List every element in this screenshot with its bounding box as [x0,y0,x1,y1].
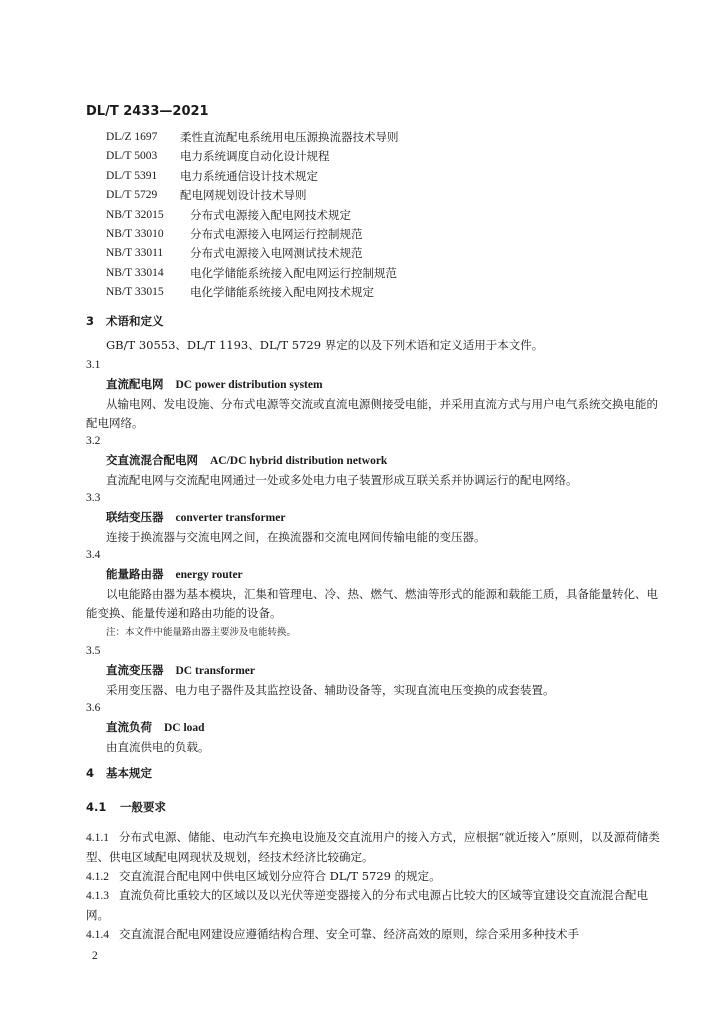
reference-title: 柔性直流配电系统用电压源换流器技术导则 [180,130,399,144]
reference-item [106,206,399,225]
reference-code: NB/T 32015 [106,208,164,221]
term-en: DC transformer [175,665,256,677]
term-cn: 联结变压器 [106,510,164,524]
reference-title: 分布式电源接入电网运行控制规范 [190,227,363,242]
subsection-heading: 4.1 一般要求 [86,800,166,814]
term-3-6 [86,699,664,757]
term-3-3 [86,489,664,547]
reference-item [106,283,399,302]
section-4 [86,764,664,783]
term-3-5 [86,642,664,700]
clause-4-1-4 [86,925,664,945]
reference-code: NB/T 33010 [106,228,164,241]
clause-text: 直流负荷比重较大的区域以及以光伏等逆变器接入的分布式电源占比较大的区域等宜建设交直流混合配电网。 [86,888,648,922]
term-cn: 能量路由器 [106,567,164,581]
term-number: 3.6 [86,702,101,714]
term-title [86,375,664,395]
term-definition: 由直流供电的负载。 [106,740,210,754]
reference-item [106,186,399,205]
section-heading: 4 基本规定 [86,766,152,780]
reference-item [106,244,399,263]
reference-code: NB/T 33014 [106,266,164,279]
reference-title: 电力系统通信设计技术规定 [180,168,318,183]
clause-number: 4.1.1 [86,832,109,844]
clause-4-1-2 [86,867,664,887]
term-3-4 [86,546,664,642]
term-number: 3.3 [86,492,101,504]
term-definition: 直流配电网与交流配电网通过一处或多处电力电子装置形成互联关系并协调运行的配电网络。 [106,473,578,487]
clause-text: 分布式电源、储能、电动汽车充换电设施及交直流用户的接入方式，应根据“就近接入”原则，以及源荷储类型、供电区域配电网现状及规划，经技术经济比较确定。 [86,830,660,864]
term-title [86,451,664,471]
section-heading: 3 术语和定义 [86,314,164,328]
term-title [86,565,664,585]
term-definition: 从输电网、发电设施、分布式电源等交流或直流电源侧接受电能，并采用直流方式与用户电气系统交换电能的配电网络。 [86,397,658,430]
reference-item [106,147,399,166]
page-number: 2 [92,950,98,962]
term-definition: 采用变压器、电力电子器件及其监控设备、辅助设备等，实现直流电压变换的成套装置。 [106,683,555,697]
subsection-4-1 [86,798,664,817]
reference-title: 配电网规划设计技术导则 [180,188,307,203]
term-definition: 连接于换流器与交流电网之间，在换流器和交流电网间传输电能的变压器。 [106,530,486,544]
clause-number: 4.1.4 [86,929,109,941]
clause-4-1-3 [86,886,664,925]
term-definition: 以电能路由器为基本模块，汇集和管理电、冷、热、燃气、燃油等形式的能源和载能工质，具备能量转化、电能变换、能量传递和路由功能的设备。 [86,587,658,620]
reference-title: 电化学储能系统接入配电网运行控制规范 [190,265,397,280]
reference-code: DL/T 5729 [106,189,158,202]
reference-item [106,225,399,244]
reference-item [106,167,399,186]
reference-item [106,264,399,283]
clause-text: 交直流混合配电网建设应遵循结构合理、安全可靠、经济高效的原则，综合采用多种技术手 [119,927,579,941]
reference-title: 分布式电源接入电网测试技术规范 [190,246,363,261]
section-3 [86,312,664,331]
reference-code: DL/Z 1697 [106,131,158,143]
term-number: 3.5 [86,645,101,657]
term-en: DC load [164,722,205,734]
clause-number: 4.1.2 [86,871,109,883]
term-3-2 [86,432,664,490]
clause-paragraph [86,828,664,867]
term-en: converter transformer [175,512,286,524]
clause-paragraph [86,925,664,945]
clause-4-1-1 [86,828,664,867]
term-number: 3.2 [86,435,101,447]
term-cn: 直流负荷 [106,720,152,734]
intro-paragraph: GB/T 30553、DL/T 1193、DL/T 5729 界定的以及下列术语和定义适用于本文件。 [106,338,544,352]
clause-text: 交直流混合配电网中供电区域划分应符合 DL/T 5729 的规定。 [119,869,441,883]
term-en: DC power distribution system [175,379,323,391]
term-title [86,508,664,528]
term-3-1 [86,356,664,433]
reference-code: DL/T 5391 [106,169,158,182]
term-title [86,718,664,738]
term-cn: 直流配电网 [106,377,164,391]
term-number: 3.1 [86,359,101,371]
term-cn: 交直流混合配电网 [106,453,198,467]
term-number: 3.4 [86,549,101,561]
section-3-intro [86,336,664,355]
term-note: 注：本文件中能量路由器主要涉及电能转换。 [106,627,297,638]
reference-title: 电化学储能系统接入配电网技术规定 [190,285,374,300]
clause-number: 4.1.3 [86,890,109,902]
reference-item [106,128,399,147]
reference-code: DL/T 5003 [106,150,158,163]
reference-title: 电力系统调度自动化设计规程 [180,149,330,164]
clause-paragraph [86,886,664,925]
clause-paragraph [86,867,664,887]
normative-references-list [106,128,399,303]
reference-code: NB/T 33015 [106,286,164,299]
term-title [86,661,664,681]
term-en: AC/DC hybrid distribution network [210,455,388,467]
term-cn: 直流变压器 [106,663,164,677]
reference-title: 分布式电源接入配电网技术规定 [190,207,351,222]
document-code-header: DL/T 2433—2021 [86,104,209,119]
reference-code: NB/T 33011 [106,247,164,260]
term-en: energy router [175,569,243,581]
